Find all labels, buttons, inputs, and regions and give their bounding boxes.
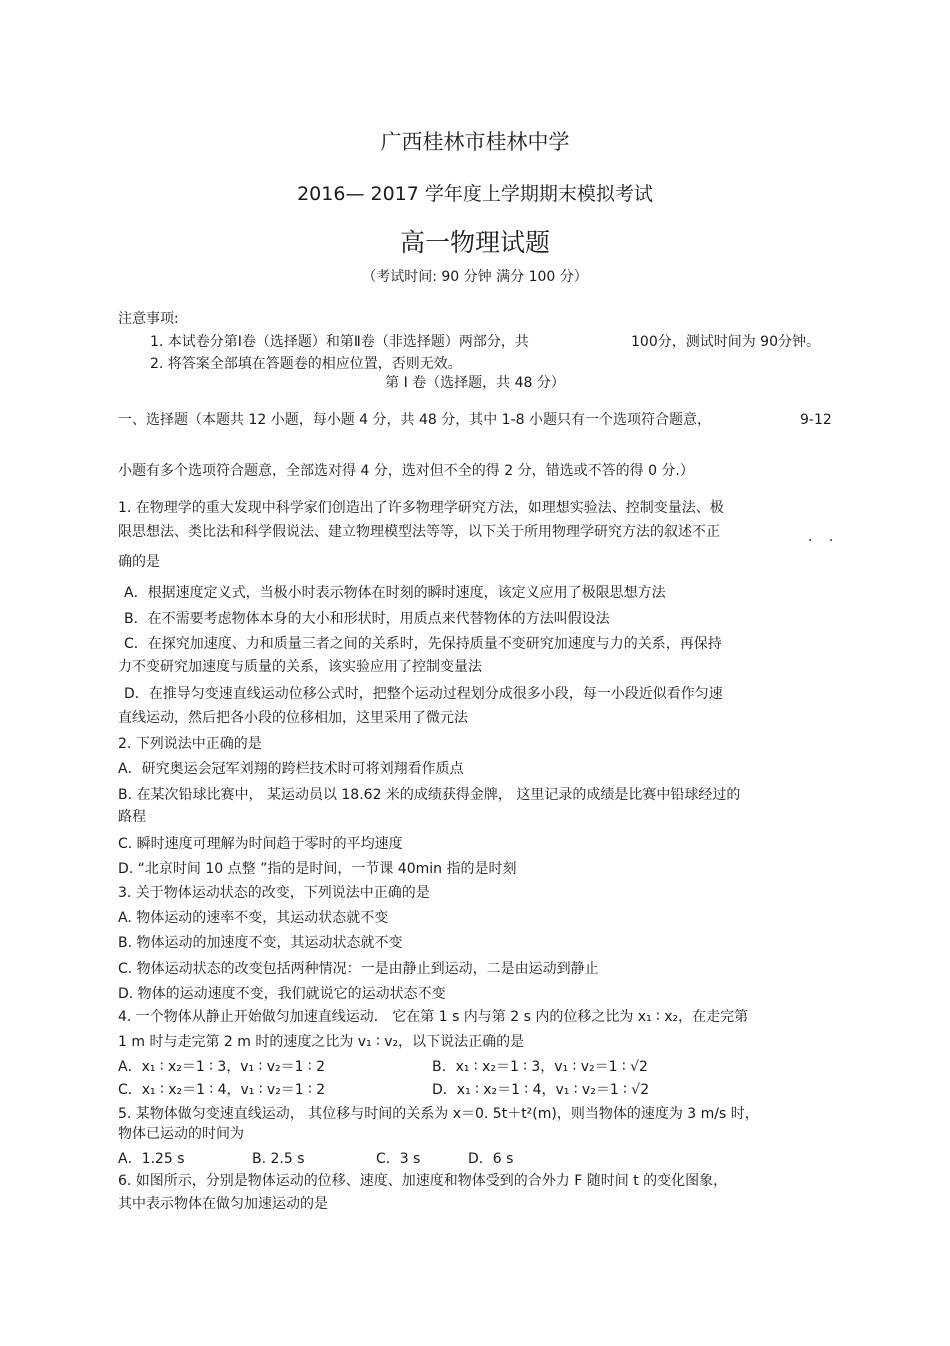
q4-option-d: D．x₁ ∶ x₂＝1 ∶ 4，v₁ ∶ v₂＝1 ∶ √2 — [432, 1082, 650, 1098]
q1-emphasis-marks: · · — [808, 533, 840, 549]
q4-option-c: C．x₁ ∶ x₂＝1 ∶ 4，v₁ ∶ v₂＝1 ∶ 2 — [118, 1082, 326, 1098]
q1-line-3: 确的是 — [118, 554, 160, 570]
q2-option-a: A．研究奥运会冠军刘翔的跨栏技术时可将刘翔看作质点 — [118, 761, 464, 777]
q4-line-1: 4. 一个物体从静止开始做匀加速直线运动． 它在第 1 s 内与第 2 s 内的位移之比为 x₁ ∶ x₂，在走完第 — [118, 1009, 749, 1025]
q4-line-2: 1 m 时与走完第 2 m 时的速度之比为 v₁ ∶ v₂，以下说法正确的是 — [118, 1034, 525, 1050]
notes-item-1: 1. 本试卷分第Ⅰ卷（选择题）和第Ⅱ卷（非选择题）两部分，共 — [150, 334, 529, 350]
q3-option-b: B. 物体运动的加速度不变，其运动状态就不变 — [118, 935, 403, 951]
q1-line-2: 限思想法、类比法和科学假说法、建立物理模型法等等，以下关于所用物理学研究方法的叙述不正 — [118, 524, 720, 540]
q5-line-1: 5. 某物体做匀变速直线运动， 其位移与时间的关系为 x＝0. 5t＋t²(m)，则当物体的速度为 3 m/s 时， — [118, 1106, 759, 1122]
section-1-instructions-line-1: 一、选择题（本题共 12 小题，每小题 4 分，共 48 分，其中 1-8 小题只有一个选项符合题意， — [118, 412, 712, 428]
q2-option-b-line-1: B. 在某次铅球比赛中， 某运动员以 18.62 米的成绩获得金牌， 这里记录的成绩是比赛中铅球经过的 — [118, 787, 741, 803]
notes-item-2: 2. 将答案全部填在答题卷的相应位置，否则无效。 — [150, 356, 462, 372]
term-title: 2016— 2017 学年度上学期期末模拟考试 — [297, 183, 653, 205]
q3-stem: 3. 关于物体运动状态的改变，下列说法中正确的是 — [118, 885, 430, 901]
section-1-instructions-tail: 9-12 — [800, 412, 832, 428]
q2-option-b-line-2: 路程 — [118, 809, 146, 825]
notes-heading: 注意事项: — [118, 311, 179, 327]
q1-line-1: 1. 在物理学的重大发现中科学家们创造出了许多物理学研究方法，如理想实验法、控制变量法、极 — [118, 500, 724, 516]
section-1-title: 第 Ⅰ 卷（选择题，共 48 分） — [385, 375, 565, 391]
q5-option-c: C．3 s — [376, 1151, 421, 1167]
q1-option-c-line-2: 力不变研究加速度与质量的关系，该实验应用了控制变量法 — [118, 659, 482, 675]
q1-option-d-line-2: 直线运动，然后把各小段的位移相加，这里采用了微元法 — [118, 710, 468, 726]
q1-option-c-line-1: C．在探究加速度、力和质量三者之间的关系时，先保持质量不变研究加速度与力的关系，再保持 — [124, 636, 722, 652]
q1-option-d-line-1: D．在推导匀变速直线运动位移公式时，把整个运动过程划分成很多小段，每一小段近似看作匀速 — [124, 686, 723, 702]
notes-item-1-tail: 100分，测试时间为 90分钟。 — [631, 334, 820, 350]
q2-stem: 2. 下列说法中正确的是 — [118, 736, 262, 752]
q5-line-2: 物体已运动的时间为 — [118, 1126, 244, 1142]
q6-line-1: 6. 如图所示，分别是物体运动的位移、速度、加速度和物体受到的合外力 F 随时间 t 的变化图象， — [118, 1173, 728, 1189]
q4-option-a: A．x₁ ∶ x₂＝1 ∶ 3，v₁ ∶ v₂＝1 ∶ 2 — [118, 1059, 325, 1075]
q3-option-a: A. 物体运动的速率不变，其运动状态就不变 — [118, 910, 389, 926]
q2-option-c: C. 瞬时速度可理解为时间趋于零时的平均速度 — [118, 836, 403, 852]
q1-option-b: B．在不需要考虑物体本身的大小和形状时，用质点来代替物体的方法叫假设法 — [124, 611, 610, 627]
q3-option-d: D. 物体的运动速度不变，我们就说它的运动状态不变 — [118, 986, 446, 1002]
q6-line-2: 其中表示物体在做匀加速运动的是 — [118, 1196, 328, 1212]
q5-option-a: A．1.25 s — [118, 1151, 185, 1167]
school-title: 广西桂林市桂林中学 — [380, 130, 570, 154]
q1-option-a: A．根据速度定义式，当极小时表示物体在时刻的瞬时速度，该定义应用了极限思想方法 — [124, 585, 666, 601]
section-1-instructions-line-2: 小题有多个选项符合题意，全部选对得 4 分，选对但不全的得 2 分，错选或不答的得 0 分.） — [118, 463, 694, 479]
q5-option-d: D．6 s — [468, 1151, 514, 1167]
q3-option-c: C. 物体运动状态的改变包括两种情况：一是由静止到运动，二是由运动到静止 — [118, 961, 599, 977]
q4-option-b: B．x₁ ∶ x₂＝1 ∶ 3，v₁ ∶ v₂＝1 ∶ √2 — [432, 1059, 648, 1075]
q5-option-b: B. 2.5 s — [252, 1151, 305, 1167]
exam-time-info: （考试时间: 90 分钟 满分 100 分） — [362, 269, 588, 285]
subject-title: 高一物理试题 — [399, 228, 550, 257]
q2-option-d: D. “北京时间 10 点整 ”指的是时间，一节课 40min 指的是时刻 — [118, 861, 517, 877]
